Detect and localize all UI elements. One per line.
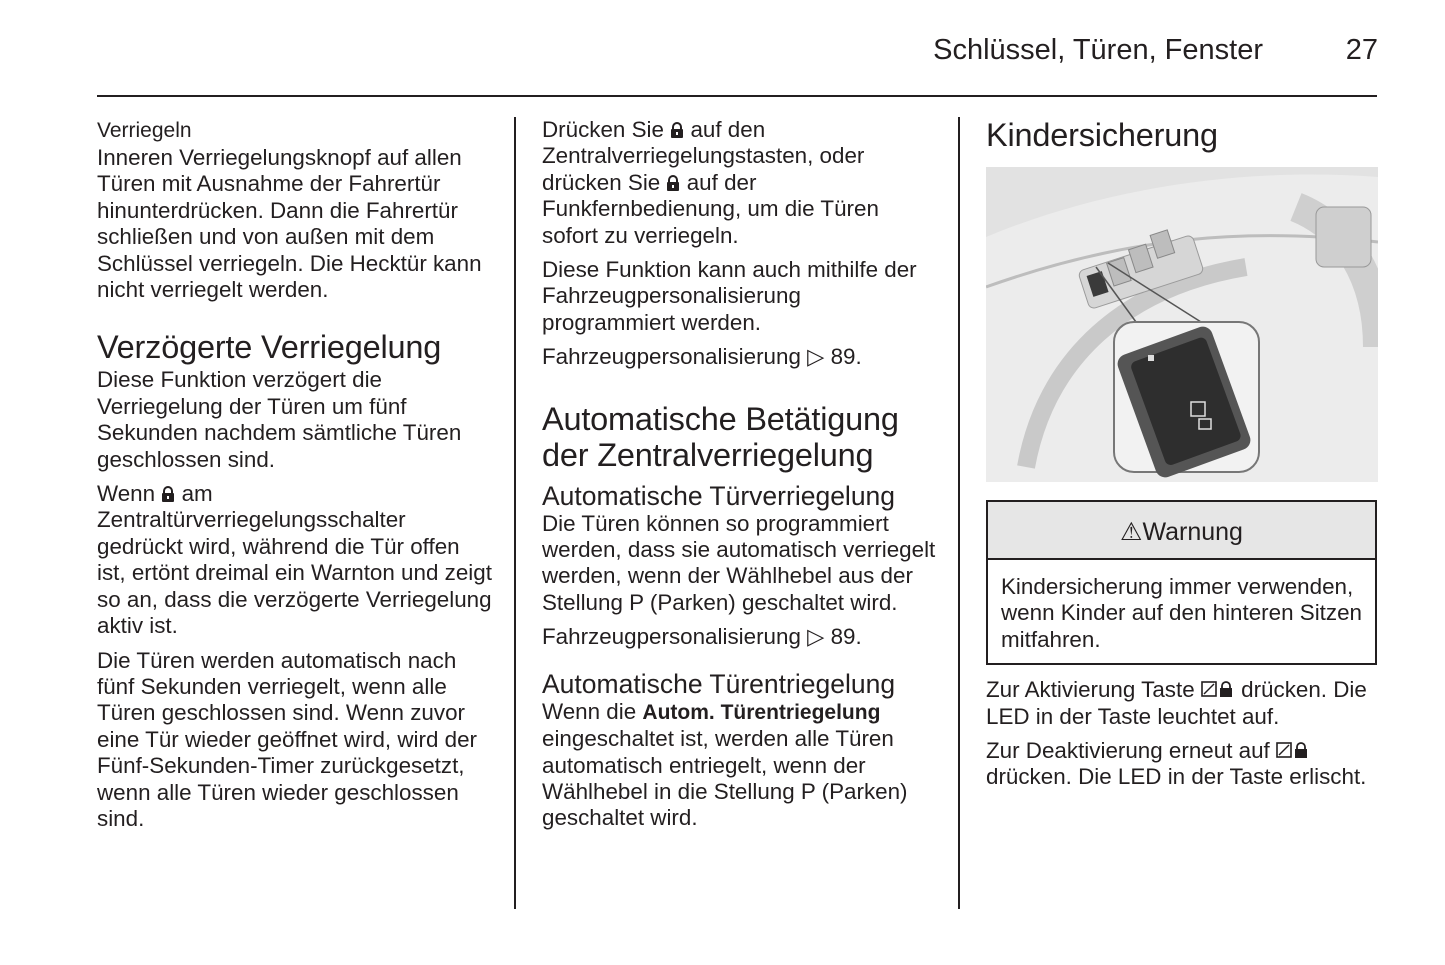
column-divider-1 — [514, 117, 516, 909]
subsection-title-auto-unlocking: Automatische Türentriegelung — [542, 668, 896, 699]
paragraph: Die Türen können so programmiert werden, dass sie automatisch verriegelt werden, wenn der Wählhebel aus der Stellung P (Parken) geschaltet wird. — [542, 510, 936, 615]
page-reference-arrow-icon: ▷ — [807, 624, 825, 650]
section-title-delayed-locking: Verzögerte Verriegelung — [97, 329, 442, 366]
warning-box — [986, 500, 1377, 665]
paragraph: Diese Funktion verzögert die Verriegelung der Türen um fünf Sekunden nachdem sämtliche Türen geschlossen sind. — [97, 367, 462, 472]
column-3 — [986, 117, 1377, 799]
verriegeln-text: Inneren Verriegelungsknopf auf allen Türen mit Ausnahme der Fahrertür hinunterdrücken. Dann die Fahrertür schließen und von außen mit dem Schlüssel verriegeln. Die Hecktür kann nicht verriegelt werden. — [97, 145, 482, 303]
section-title-child-safety: Kindersicherung — [986, 117, 1218, 153]
section-title-auto-central-locking: Automatische Betätigung der Zentralverriegelung — [542, 400, 899, 473]
child-lock-icon — [1201, 680, 1235, 698]
header-title: Schlüssel, Türen, Fenster — [933, 34, 1263, 66]
door-panel-illustration — [986, 167, 1378, 482]
paragraph: Zur Deaktivierung erneut auf drücken. Die LED in der Taste erlischt. — [986, 738, 1367, 790]
lock-icon — [666, 175, 680, 191]
column-1 — [97, 117, 492, 840]
verriegeln-heading: Verriegeln — [97, 119, 192, 142]
paragraph: Zur Aktivierung Taste drücken. Die LED in der Taste leuchtet auf. — [986, 677, 1367, 729]
lock-icon — [161, 486, 175, 502]
warning-header: ⚠Warnung — [988, 502, 1375, 560]
cross-reference[interactable]: Fahrzeugpersonalisierung ▷ 89. — [542, 344, 862, 370]
cross-reference[interactable]: Fahrzeugpersonalisierung ▷ 89. — [542, 624, 862, 650]
warning-triangle-icon: ⚠ — [1120, 518, 1143, 546]
warning-text: Kindersicherung immer verwenden, wenn Kinder auf den hinteren Sitzen mitfahren. — [1001, 574, 1362, 652]
column-2 — [542, 117, 938, 840]
paragraph: Die Türen werden automatisch nach fünf Sekunden verriegelt, wenn alle Türen geschlossen sind. Wenn zuvor eine Tür wieder geöffnet wird, wird der Fünf-Sekunden-Timer zurückgesetzt, wenn alle Türen wieder geschlossen sind. — [97, 647, 478, 831]
header-rule — [97, 95, 1377, 97]
setting-name: Autom. Türentriegelung — [642, 700, 881, 724]
page-number: 27 — [1345, 34, 1378, 66]
lock-icon — [670, 122, 684, 138]
subsection-title-auto-locking: Automatische Türverriegelung — [542, 480, 896, 511]
column-divider-2 — [958, 117, 960, 909]
paragraph: Wenn am Zentraltürverriegelungsschalter gedrückt wird, während die Tür offen ist, ertönt dreimal ein Warnton und zeigt so an, dass die verzögerte Verriegelung aktiv ist. — [97, 481, 492, 639]
page-reference-arrow-icon: ▷ — [807, 344, 825, 370]
child-lock-icon — [1276, 741, 1310, 759]
paragraph: Diese Funktion kann auch mithilfe der Fahrzeugpersonalisierung programmiert werden. — [542, 257, 917, 335]
paragraph: Drücken Sie auf den Zentralverriegelungstasten, oder drücken Sie auf der Funkfernbedienung, um die Türen sofort zu verriegeln. — [542, 117, 879, 248]
paragraph: Wenn die Autom. Türentriegelung eingeschaltet ist, werden alle Türen automatisch entriegelt, wenn der Wählhebel in die Stellung P (Parken) geschaltet wird. — [542, 698, 908, 831]
